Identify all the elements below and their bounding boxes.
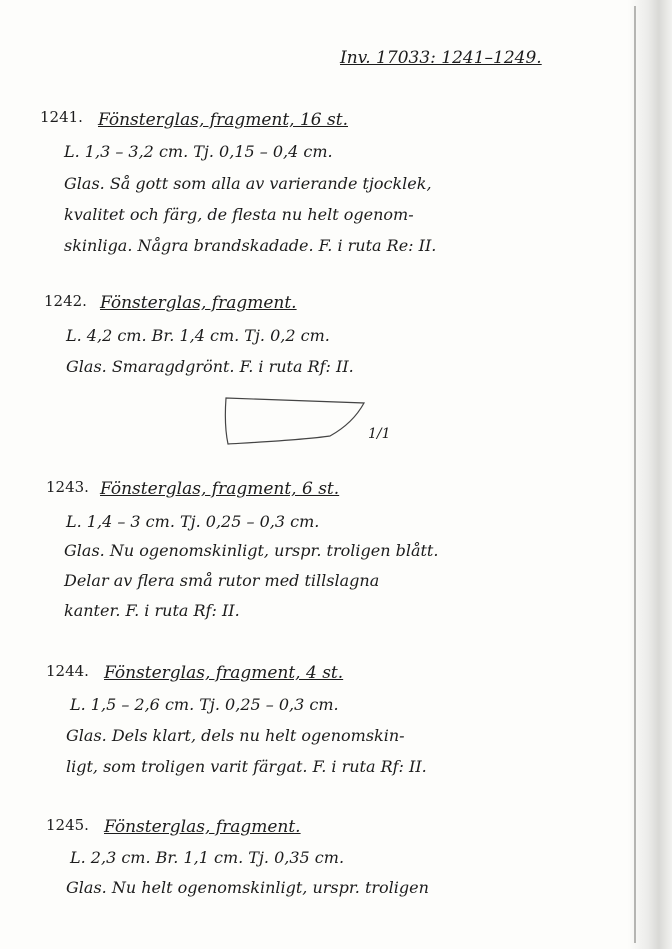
entry-line: kanter. F. i ruta Rf: II. bbox=[64, 601, 240, 620]
entry-line: skinliga. Några brandskadade. F. i ruta Re: II. bbox=[64, 236, 437, 255]
entry-line: ligt, som troligen varit färgat. F. i ruta Rf: II. bbox=[66, 757, 427, 776]
glass-fragment-sketch bbox=[222, 392, 402, 452]
entry-number: 1244. bbox=[46, 662, 89, 680]
sketch-scale: 1/1 bbox=[368, 426, 391, 442]
entry-number: 1242. bbox=[44, 292, 87, 310]
entry-number: 1241. bbox=[40, 108, 83, 126]
entry-title: Fönsterglas, fragment, 6 st. bbox=[100, 479, 340, 499]
entry-title: Fönsterglas, fragment, 4 st. bbox=[104, 663, 344, 683]
entry-line: Delar av flera små rutor med tillslagna bbox=[64, 571, 380, 590]
binding-edge bbox=[634, 6, 636, 943]
entry-line: L. 2,3 cm. Br. 1,1 cm. Tj. 0,35 cm. bbox=[70, 848, 345, 867]
entry-line: L. 1,4 – 3 cm. Tj. 0,25 – 0,3 cm. bbox=[66, 512, 320, 531]
entry-line: L. 1,3 – 3,2 cm. Tj. 0,15 – 0,4 cm. bbox=[64, 142, 333, 161]
entry-line: L. 1,5 – 2,6 cm. Tj. 0,25 – 0,3 cm. bbox=[70, 695, 339, 714]
entry-line: Glas. Nu ogenomskinligt, urspr. troligen blått. bbox=[64, 541, 439, 560]
entry-title: Fönsterglas, fragment. bbox=[104, 817, 301, 837]
entry-title: Fönsterglas, fragment. bbox=[100, 293, 297, 313]
entry-line: Glas. Så gott som alla av varierande tjocklek, bbox=[64, 174, 432, 193]
entry-number: 1243. bbox=[46, 478, 89, 496]
entry-line: kvalitet och färg, de flesta nu helt ogenom- bbox=[64, 205, 414, 224]
entry-line: Glas. Nu helt ogenomskinligt, urspr. troligen bbox=[66, 878, 429, 897]
inventory-heading: Inv. 17033: 1241–1249. bbox=[340, 48, 542, 68]
entry-line: L. 4,2 cm. Br. 1,4 cm. Tj. 0,2 cm. bbox=[66, 326, 330, 345]
entry-number: 1245. bbox=[46, 816, 89, 834]
entry-line: Glas. Dels klart, dels nu helt ogenomskin- bbox=[66, 726, 405, 745]
entry-title: Fönsterglas, fragment, 16 st. bbox=[98, 110, 348, 130]
entry-line: Glas. Smaragdgrönt. F. i ruta Rf: II. bbox=[66, 357, 354, 376]
